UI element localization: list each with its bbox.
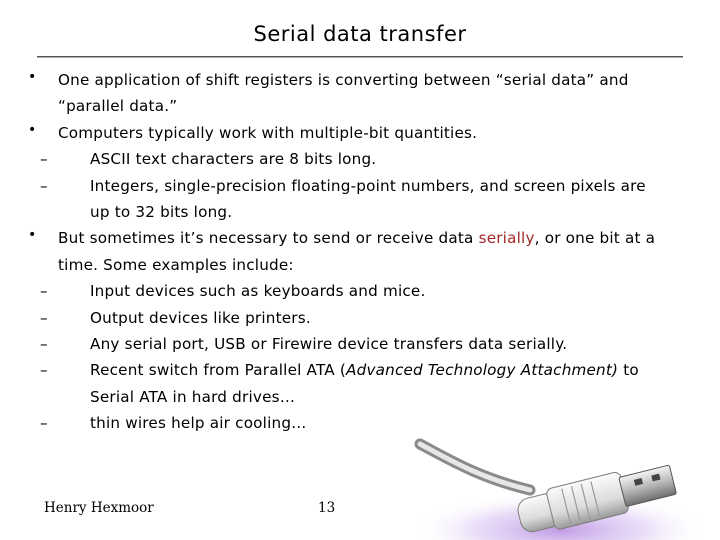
dash-icon: –: [40, 282, 48, 301]
bullet-text: ASCII text characters are 8 bits long.: [90, 150, 377, 169]
highlight-serially: serially: [478, 229, 535, 248]
bullet-text-post: , or one bit at a time. Some examples include:: [58, 229, 656, 274]
bullet-list: [28, 67, 668, 437]
bullet-dot-icon: •: [28, 121, 37, 138]
slide-title: Serial data transfer: [253, 22, 467, 46]
page-number: 13: [318, 500, 336, 516]
sub-bullet-item: [28, 173, 668, 226]
bullet-text: Any serial port, USB or Firewire device transfers data serially.: [90, 335, 568, 354]
sub-bullet-item: [28, 331, 668, 357]
bullet-text: Input devices such as keyboards and mice.: [90, 282, 426, 301]
dash-icon: –: [40, 150, 48, 169]
bullet-item: [28, 225, 668, 278]
title-divider: [37, 56, 683, 58]
dash-icon: –: [40, 335, 48, 354]
sub-bullet-item: [28, 278, 668, 304]
bullet-text-post: to Serial ATA in hard drives…: [90, 361, 639, 406]
bullet-item: [28, 67, 668, 120]
sub-bullet-item: [28, 357, 668, 410]
usb-plug-illustration: [380, 430, 720, 540]
bullet-text: Integers, single-precision floating-point numbers, and screen pixels are up to 32 bits long.: [90, 176, 646, 222]
bullet-text-pre: Recent switch from Parallel ATA (: [90, 361, 347, 380]
dash-icon: –: [40, 414, 48, 433]
bullet-dot-icon: •: [28, 69, 37, 85]
dash-icon: –: [40, 361, 48, 380]
bullet-text-pre: But sometimes it’s necessary to send or receive data: [58, 229, 479, 248]
bullet-text: Computers typically work with multiple-bit quantities.: [58, 123, 478, 142]
dash-icon: –: [40, 308, 48, 327]
bullet-text-italic: Advanced Technology Attachment): [346, 361, 619, 380]
bullet-text: thin wires help air cooling…: [90, 414, 307, 433]
bullet-item: [28, 120, 668, 146]
bullet-text: Output devices like printers.: [90, 308, 311, 327]
sub-bullet-item: [28, 146, 668, 172]
footer-author: Henry Hexmoor: [44, 500, 154, 516]
bullet-text: One application of shift registers is converting between “serial data” and “parallel data.”: [58, 71, 629, 116]
sub-bullet-item: [28, 305, 668, 331]
dash-icon: –: [40, 176, 48, 195]
bullet-dot-icon: •: [28, 227, 37, 244]
